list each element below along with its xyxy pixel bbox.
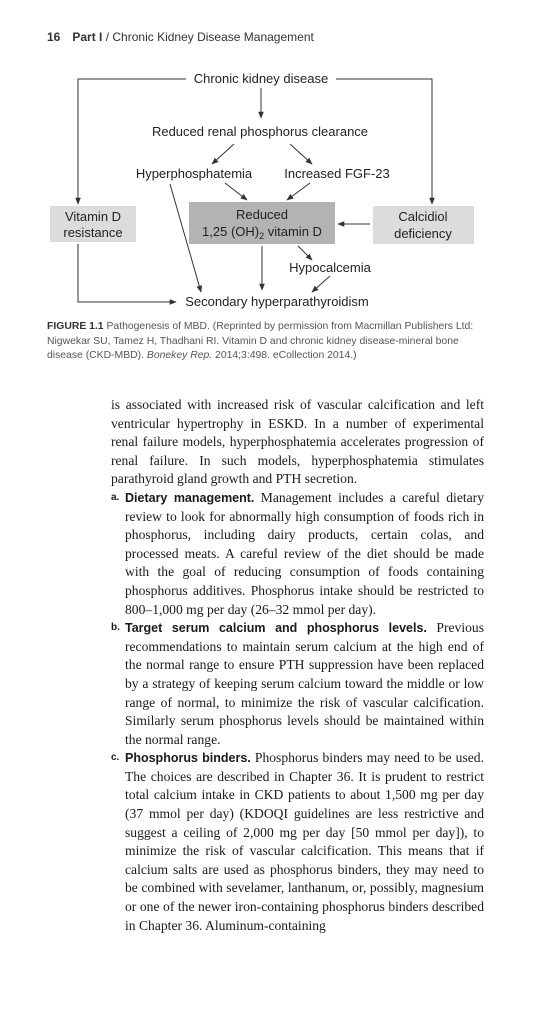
node-calcidiol-deficiency-line2: deficiency <box>394 226 452 241</box>
figure-label: FIGURE 1.1 <box>47 321 104 332</box>
node-secondary-hyperparathyroidism: Secondary hyperparathyroidism <box>185 294 369 309</box>
list-item-title: Dietary management. <box>125 490 255 505</box>
page-number: 16 <box>47 30 61 44</box>
list-item-dietary-management <box>111 489 484 619</box>
list-marker: c. <box>111 752 120 764</box>
part-label: Part I <box>72 30 103 44</box>
arrow-clearance-to-fgf23 <box>290 144 312 164</box>
figure-caption <box>47 320 497 364</box>
list-item-phosphorus-binders <box>111 749 484 935</box>
arrow-reduced-vitd-to-hypocalcemia <box>298 246 312 260</box>
arrow-vitd-resistance-to-shpt <box>78 244 176 302</box>
caption-citation-end: 2014;3:498. eCollection 2014.) <box>212 350 357 361</box>
node-reduced-vitamin-d-line2: 1,25 $(OH)_2$ vitamin D <box>202 224 322 241</box>
node-vitamin-d-resistance-line2: resistance <box>63 225 123 240</box>
node-reduced-renal-clearance: Reduced renal phosphorus clearance <box>151 124 369 139</box>
node-vitamin-d-resistance-line1: Vitamin D <box>64 209 122 224</box>
arrow-fgf23-to-reduced-vitd <box>287 183 310 200</box>
node-chronic-kidney-disease: Chronic kidney disease <box>193 71 329 86</box>
diagram-connectors <box>78 79 432 302</box>
arrow-hypocalcemia-to-shpt <box>312 276 330 292</box>
mbd-pathogenesis-diagram <box>0 0 542 320</box>
list-item-text: Management includes a careful dietary review to look for abnormally high consumption of foods rich in phosphorus, including dairy products, certain colas, and processed meats. A careful review of the diet should be made with the goal of reducing consumption of foods containing phosphorus additives. Phosphorus intake should be restricted to 800–1,000 mg per day (26–32 mmol per day). <box>125 489 484 617</box>
caption-journal: Bonekey Rep. <box>146 350 213 361</box>
list-marker: b. <box>111 622 120 634</box>
list-item-target-levels <box>111 619 484 749</box>
node-hyperphosphatemia: Hyperphosphatemia <box>135 166 253 181</box>
list-item-title: Target serum calcium and phosphorus levels. <box>125 621 427 636</box>
node-hypocalcemia: Hypocalcemia <box>289 260 371 275</box>
node-calcidiol-deficiency-line1: Calcidiol <box>398 209 448 224</box>
list-item-text: Previous recommendations to maintain serum calcium at the high end of the normal range to ensure PTH suppression have been replaced by a strategy of keeping serum calcium toward the middle or low range of normal, to minimize the risk of vascular calcification. Similarly serum phosphorus levels should be maintained within the normal range. <box>125 620 485 747</box>
list-item-text: Phosphorus binders may need to be used. The choices are described in Chapter 36. It is prudent to restrict total calcium intake in CKD patients to about 1,500 mg per day (37 mmol per day) (KDOQI guidelines are less restrictive and suggest a ceiling of 2,000 mg per day [50 mmol per day]), to minimize the risk of vascular calcification. This means that if calcium salts are used as phosphorus binders, they may need to be combined with sevelamer, lanthanum, or, possibly, magnesium or one of the newer iron-containing phosphorus binders described in Chapter 36. Aluminum-containing <box>125 750 485 933</box>
arrow-clearance-to-hyperphos <box>212 144 234 164</box>
arrow-hyperphos-to-reduced-vitd <box>225 183 247 200</box>
arrow-ckd-to-vitd-resistance <box>78 79 186 204</box>
intro-paragraph: is associated with increased risk of vascular calcification and left ventricular hypertrophy in ESKD. In a number of experimental renal failure models, hyperphosphatemia accelerates progression of renal failure. In such models, hyperphosphatemia stimulates parathyroid gland growth and PTH secretion. <box>111 397 484 487</box>
arrow-ckd-to-calcidiol <box>336 79 432 204</box>
node-increased-fgf23: Increased FGF-23 <box>284 166 390 181</box>
list-marker: a. <box>111 491 120 503</box>
header-separator: / <box>102 30 113 44</box>
caption-text: Pathogenesis of MBD. (Reprinted by permission from Macmillan Publishers Ltd: Nigwekar SU, Tamez H, Thadhani RI. Vitamin D and chronic kidney disease-mineral bone disease (CKD-MBD). <box>47 321 474 361</box>
body-text <box>111 396 484 935</box>
node-reduced-vitamin-d-line1: Reduced <box>235 207 289 222</box>
chapter-title: Chronic Kidney Disease Management <box>112 30 314 44</box>
list-item-title: Phosphorus binders. <box>125 751 251 766</box>
